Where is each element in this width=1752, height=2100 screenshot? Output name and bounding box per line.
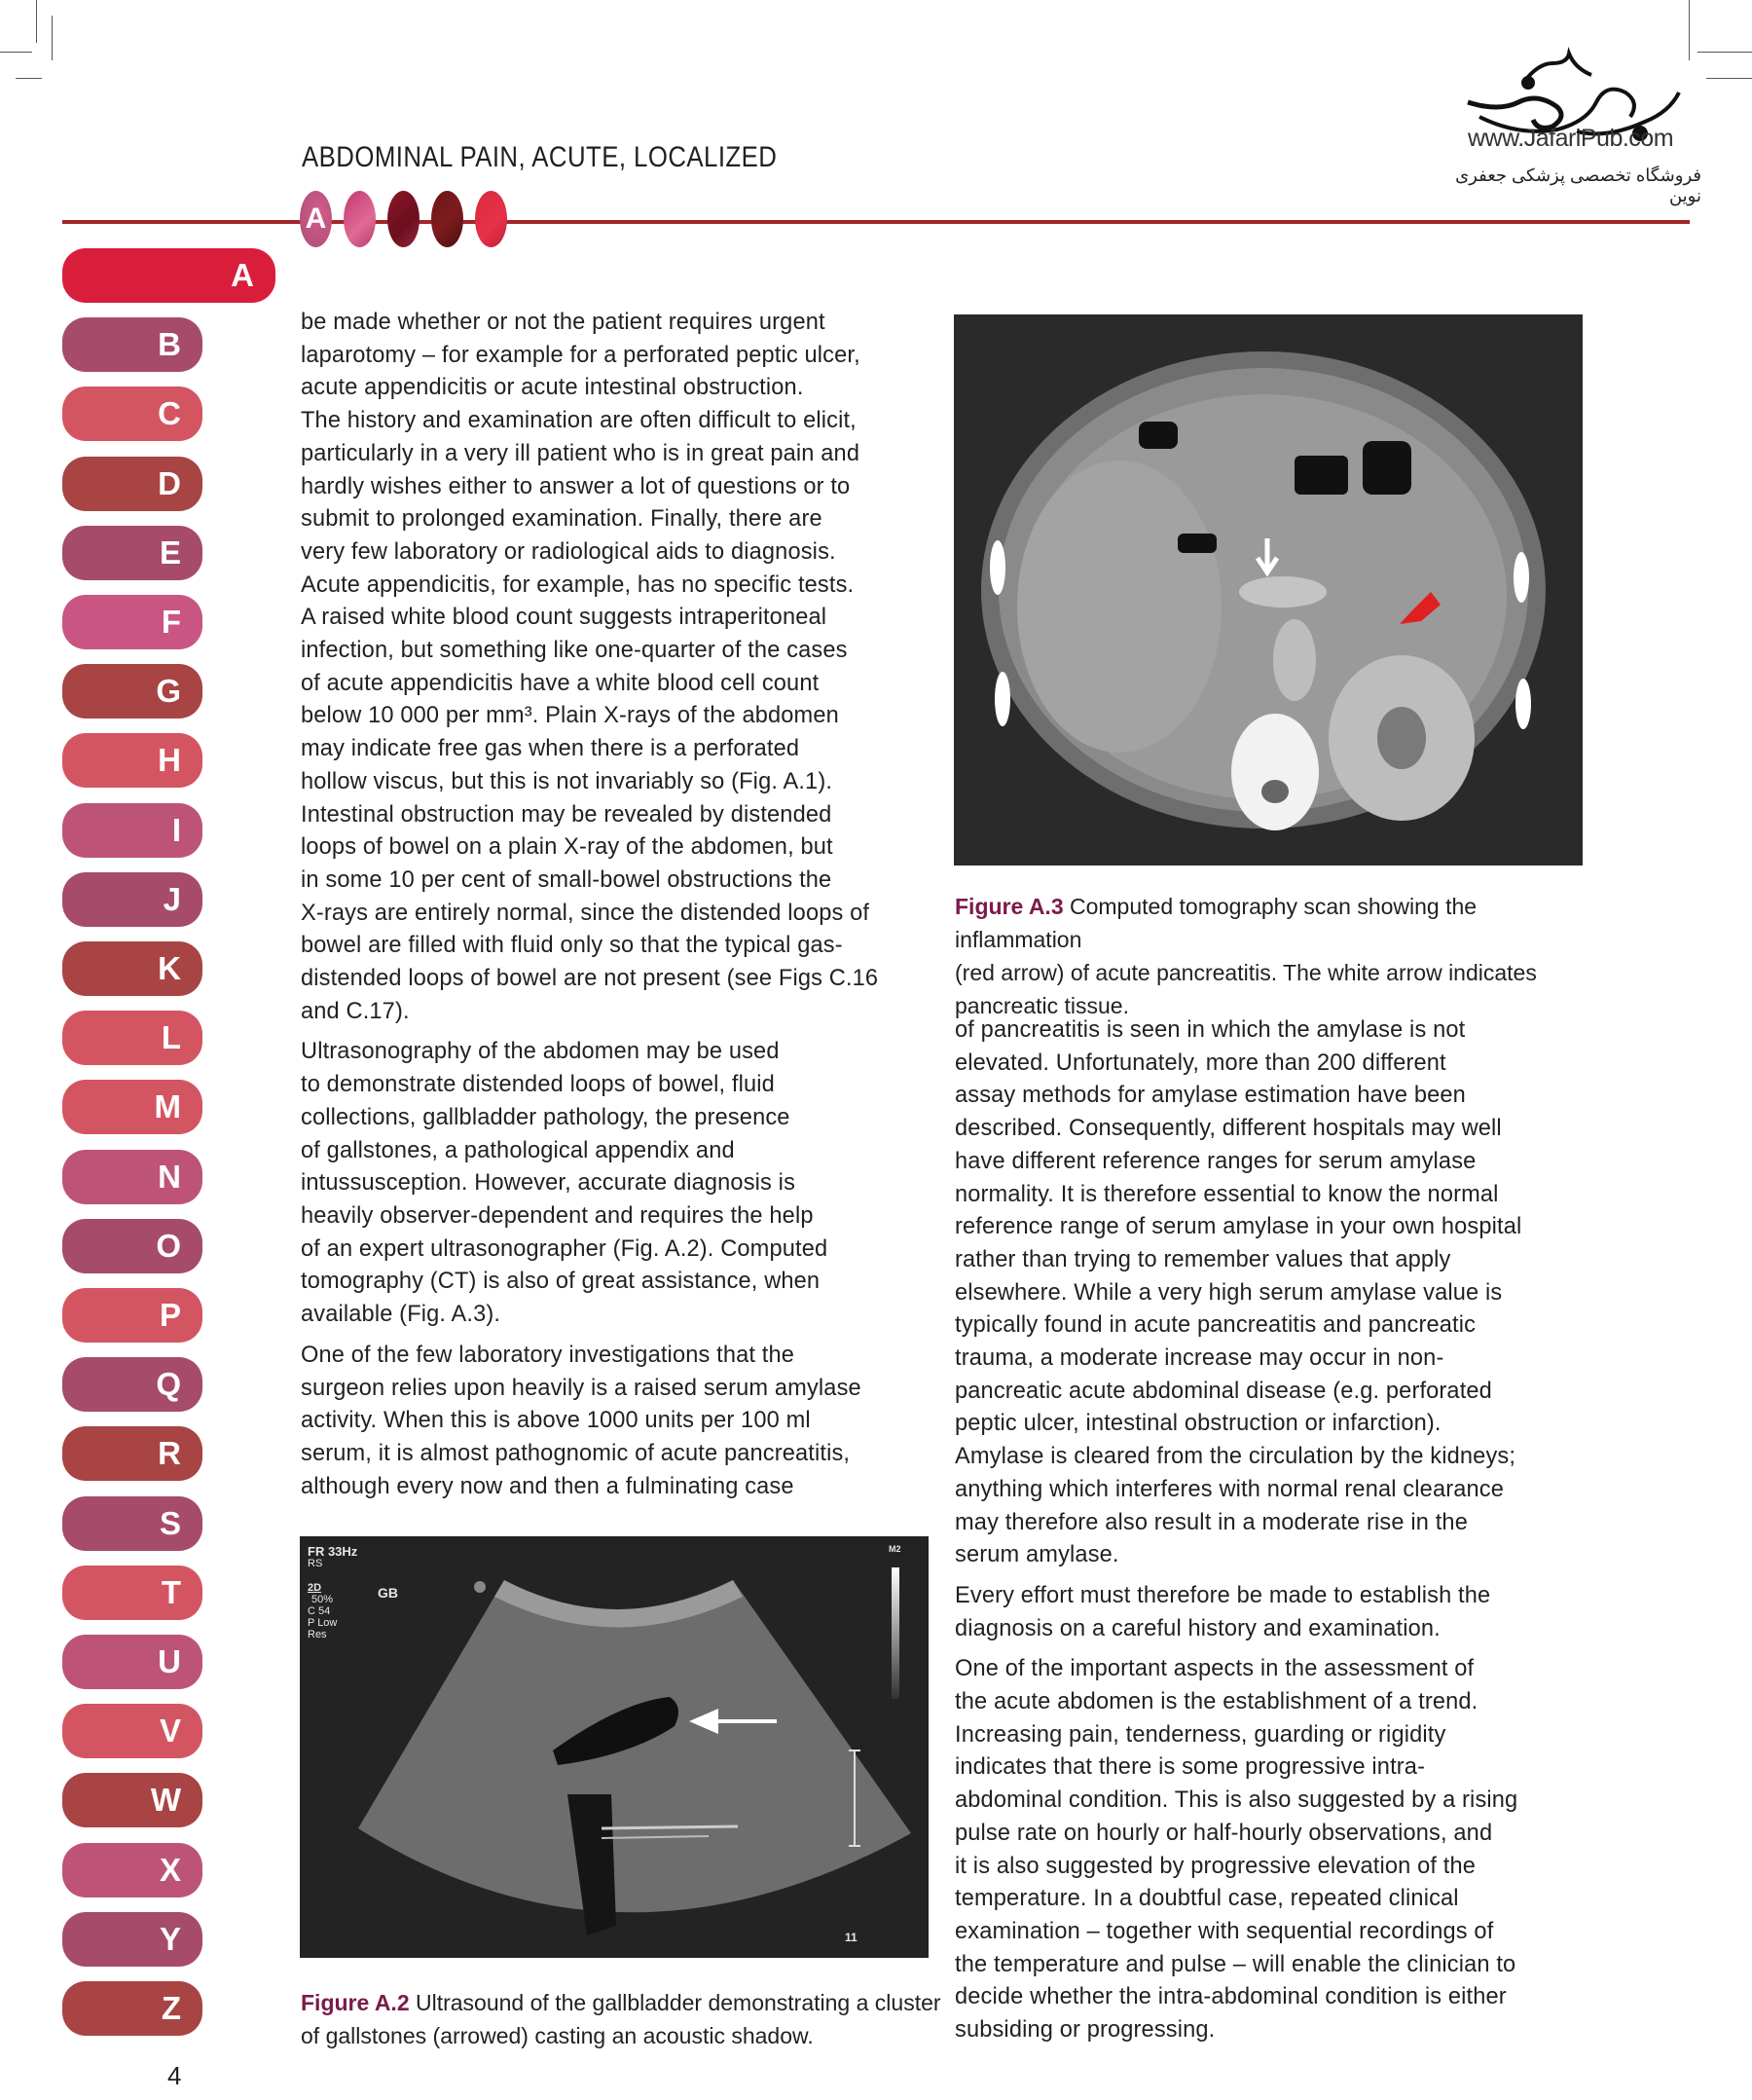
text-line: and C.17). (301, 998, 410, 1024)
text-line: activity. When this is above 1000 units per 100 ml (301, 1408, 811, 1434)
figure-a3-ct-image (954, 314, 1583, 866)
section-dot (475, 191, 507, 247)
text-line: subsiding or progressing. (955, 2017, 1216, 2044)
tab-letter-w[interactable]: W (62, 1773, 202, 1827)
us-depth: 11 (845, 1931, 858, 1944)
tab-letter-l[interactable]: L (62, 1011, 202, 1065)
text-line: of an expert ultrasonographer (Fig. A.2). Computed (301, 1235, 828, 1262)
figure-a2-caption: Figure A.2 Ultrasound of the gallbladder demonstrating a cluster of gallstones (arrowed) casting an acoustic shadow. (301, 1990, 941, 2048)
text-line: of gallstones, a pathological appendix and (301, 1137, 735, 1163)
text-line: anything which interferes with normal renal clearance (955, 1476, 1504, 1502)
figure-a2-ultrasound-image (300, 1536, 929, 1958)
figure-label: Figure A.2 (301, 1990, 410, 2015)
text-line: bowel are filled with fluid only so that the typical gas- (301, 933, 843, 959)
tab-letter-k[interactable]: K (62, 941, 202, 996)
text-line: infection, but something like one-quarter of the cases (301, 638, 848, 664)
tab-letter-e[interactable]: E (62, 526, 202, 580)
probe-marker-icon (474, 1581, 486, 1593)
us-gain: 50% (311, 1594, 334, 1605)
tab-letter-z[interactable]: Z (62, 1981, 202, 2036)
text-line: tomography (CT) is also of great assistance, when (301, 1269, 821, 1295)
text-line: to demonstrate distended loops of bowel, fluid (301, 1072, 775, 1098)
figure-label: Figure A.3 (955, 894, 1064, 919)
text-line: rather than trying to remember values that apply (955, 1246, 1451, 1272)
crop-mark (0, 52, 32, 53)
tab-letter-p[interactable]: P (62, 1288, 202, 1343)
text-line: laparotomy – for example for a perforated peptic ulcer, (301, 342, 860, 368)
text-line: may indicate free gas when there is a perforated (301, 736, 800, 762)
text-line: hardly wishes either to answer a lot of questions or to (301, 473, 851, 499)
text-line: in some 10 per cent of small-bowel obstructions the (301, 866, 832, 893)
tab-letter-u[interactable]: U (62, 1635, 202, 1689)
text-line: intussusception. However, accurate diagnosis is (301, 1170, 796, 1197)
tab-letter-x[interactable]: X (62, 1843, 202, 1897)
ct-scan-icon (954, 314, 1583, 866)
text-line: indicates that there is some progressive intra- (955, 1754, 1426, 1781)
tab-letter-d[interactable]: D (62, 457, 202, 511)
text-line: have different reference ranges for serum amylase (955, 1148, 1477, 1174)
tab-letter-y[interactable]: Y (62, 1912, 202, 1967)
text-line: typically found in acute pancreatitis and pancreatic (955, 1312, 1477, 1339)
paragraph (301, 1340, 933, 1504)
us-mode: 2D (308, 1582, 322, 1594)
us-frame-rate: FR 33Hz (308, 1544, 358, 1559)
text-line: temperature. In a doubtful case, repeated clinical (955, 1886, 1459, 1912)
text-line: particularly in a very ill patient who is in great pain and (301, 440, 860, 466)
text-line: Intestinal obstruction may be revealed by distended (301, 801, 832, 828)
text-line: be made whether or not the patient requires urgent (301, 310, 825, 335)
tab-letter-a[interactable]: A (62, 248, 275, 303)
paragraph (301, 1036, 933, 1331)
tab-letter-n[interactable]: N (62, 1150, 202, 1204)
text-line: decide whether the intra-abdominal condition is either (955, 1984, 1507, 2010)
text-line: very few laboratory or radiological aids to diagnosis. (301, 538, 836, 565)
left-column (301, 307, 933, 1511)
text-line: elevated. Unfortunately, more than 200 different (955, 1050, 1446, 1076)
tab-letter-q[interactable]: Q (62, 1357, 202, 1412)
text-line: hollow viscus, but this is not invariably so (Fig. A.1). (301, 768, 833, 794)
publisher-url[interactable]: www.JafariPub.com (1468, 125, 1674, 152)
tab-letter-b[interactable]: B (62, 317, 202, 372)
text-line: submit to prolonged examination. Finally, there are (301, 506, 822, 533)
page-number: 4 (167, 2061, 182, 2090)
tab-letter-f[interactable]: F (62, 595, 202, 649)
text-line: Every effort must therefore be made to establish the (955, 1582, 1491, 1608)
paragraph (955, 1014, 1597, 1572)
right-column (955, 1014, 1597, 2055)
text-line: normality. It is therefore essential to know the normal (955, 1181, 1499, 1207)
text-line: Amylase is cleared from the circulation by the kidneys; (955, 1444, 1516, 1470)
text-line: distended loops of bowel are not present (see Figs C.16 (301, 966, 879, 992)
text-line: Acute appendicitis, for example, has no specific tests. (301, 571, 855, 598)
text-line: One of the few laboratory investigations that the (301, 1342, 795, 1368)
paragraph (301, 307, 933, 1028)
us-resolution: Res (308, 1629, 327, 1640)
text-line: collections, gallbladder pathology, the presence (301, 1104, 790, 1130)
text-line: it is also suggested by progressive elevation of the (955, 1853, 1477, 1879)
text-line: assay methods for amylase estimation have been (955, 1083, 1466, 1109)
section-dot-letter: A (300, 191, 332, 247)
text-line: of pancreatitis is seen in which the amylase is not (955, 1017, 1466, 1043)
text-line: loops of bowel on a plain X-ray of the abdomen, but (301, 834, 833, 861)
tab-letter-v[interactable]: V (62, 1704, 202, 1758)
section-dot (431, 191, 463, 247)
tab-letter-i[interactable]: I (62, 803, 202, 858)
text-line: the temperature and pulse – will enable the clinician to (955, 1951, 1516, 1977)
text-line: pancreatic acute abdominal disease (e.g. perforated (955, 1378, 1492, 1404)
running-head: ABDOMINAL PAIN, ACUTE, LOCALIZED (302, 141, 778, 173)
tab-letter-g[interactable]: G (62, 664, 202, 718)
text-line: described. Consequently, different hospitals may well (955, 1116, 1502, 1142)
tab-letter-o[interactable]: O (62, 1219, 202, 1273)
text-line: X-rays are entirely normal, since the distended loops of (301, 900, 870, 926)
paragraph (955, 1653, 1597, 2046)
text-line: below 10 000 per mm³. Plain X-rays of the abdomen (301, 703, 839, 729)
text-line: acute appendicitis or acute intestinal obstruction. (301, 375, 804, 401)
section-dot (387, 191, 420, 247)
tab-letter-r[interactable]: R (62, 1426, 202, 1481)
text-line: serum, it is almost pathognomic of acute pancreatitis, (301, 1440, 851, 1466)
publisher-tagline: فروشگاه تخصصی پزشکی جعفری نوین (1455, 166, 1701, 205)
text-line: the acute abdomen is the establishment of a trend. (955, 1689, 1478, 1715)
section-dots (300, 191, 507, 247)
text-line: although every now and then a fulminating case (301, 1473, 794, 1499)
tab-letter-h[interactable]: H (62, 733, 202, 788)
crop-mark (1706, 78, 1752, 79)
text-line: elsewhere. While a very high serum amylase value is (955, 1279, 1503, 1306)
text-line: serum amylase. (955, 1542, 1119, 1568)
text-line: surgeon relies upon heavily is a raised serum amylase (301, 1375, 861, 1401)
text-line: available (Fig. A.3). (301, 1302, 501, 1328)
text-line: reference range of serum amylase in your own hospital (955, 1214, 1522, 1240)
crop-mark (52, 16, 53, 60)
us-preset: RS (308, 1558, 323, 1569)
text-line: trauma, a moderate increase may occur in non- (955, 1345, 1444, 1372)
tab-letter-j[interactable]: J (62, 872, 202, 927)
us-compression: C 54 (308, 1605, 331, 1617)
tab-letter-t[interactable]: T (62, 1566, 202, 1620)
text-line: of acute appendicitis have a white blood cell count (301, 670, 820, 696)
tab-letter-s[interactable]: S (62, 1496, 202, 1551)
tab-letter-m[interactable]: M (62, 1080, 202, 1134)
text-line: A raised white blood count suggests intraperitoneal (301, 605, 827, 631)
section-dot (344, 191, 376, 247)
us-organ-label: GB (378, 1585, 398, 1601)
paragraph (955, 1580, 1597, 1645)
text-line: diagnosis on a careful history and examination. (955, 1615, 1441, 1641)
text-line: Ultrasonography of the abdomen may be used (301, 1039, 780, 1065)
text-line: examination – together with sequential recordings of (955, 1918, 1494, 1944)
text-line: pulse rate on hourly or half-hourly observations, and (955, 1820, 1493, 1846)
crop-mark (16, 78, 42, 79)
text-line: abdominal condition. This is also suggested by a rising (955, 1787, 1518, 1814)
text-line: One of the important aspects in the assessment of (955, 1656, 1475, 1682)
us-power: P Low (308, 1617, 338, 1629)
text-line: The history and examination are often difficult to elicit, (301, 408, 857, 434)
text-line: peptic ulcer, intestinal obstruction or infarction). (955, 1411, 1442, 1437)
crop-mark (36, 0, 37, 43)
figure-a3-caption: Figure A.3 Computed tomography scan showing the inflammation (red arrow) of acute pancreatitis. The white arrow indicates pancreatic tissue. (955, 894, 1537, 1018)
us-probe-label: M2 (889, 1544, 901, 1554)
text-line: heavily observer-dependent and requires the help (301, 1202, 814, 1229)
text-line: Increasing pain, tenderness, guarding or rigidity (955, 1721, 1446, 1748)
tab-letter-c[interactable]: C (62, 387, 202, 441)
text-line: may therefore also result in a moderate rise in the (955, 1509, 1468, 1535)
